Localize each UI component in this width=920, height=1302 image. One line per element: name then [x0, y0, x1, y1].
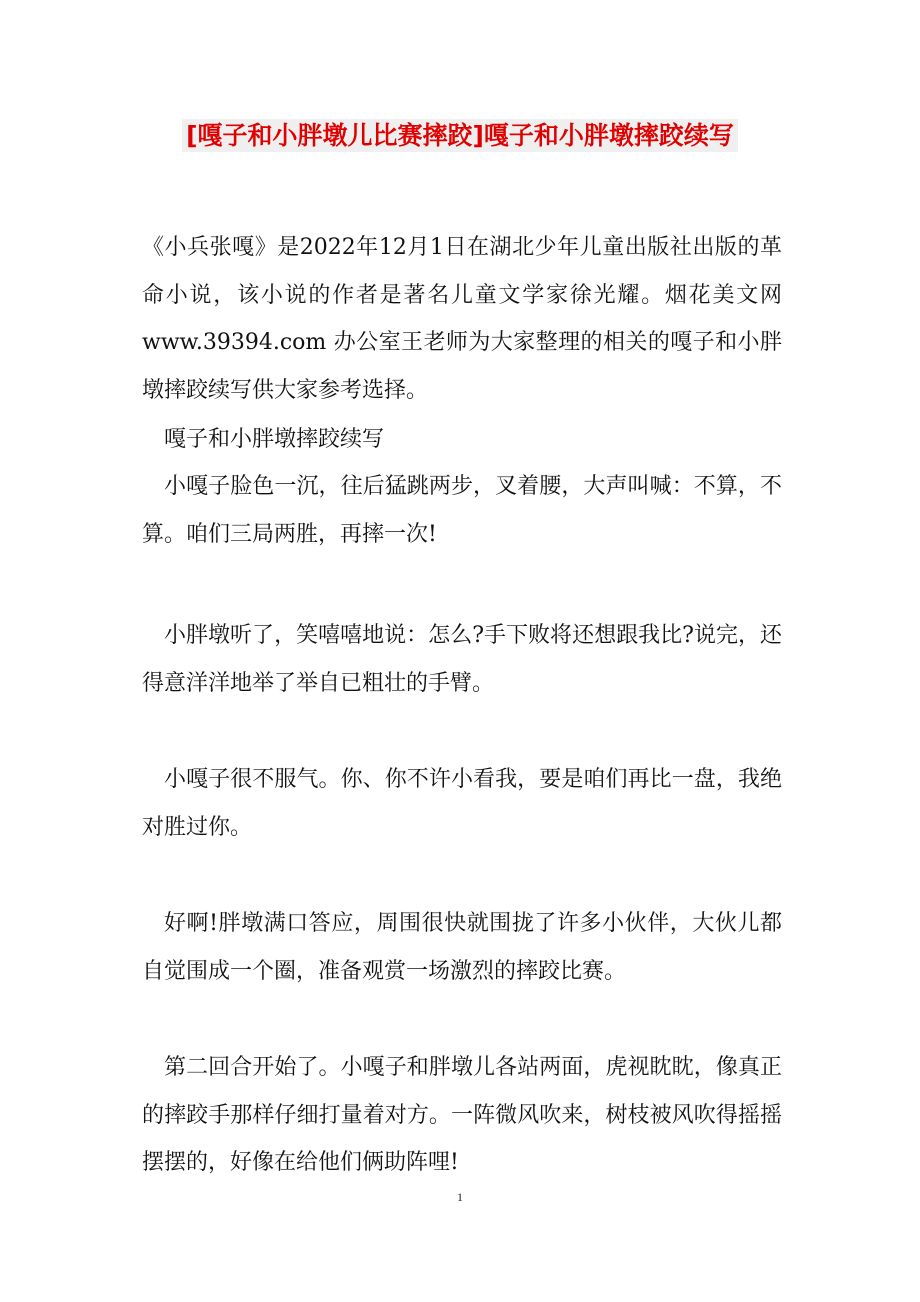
- story-paragraph-1: 小嘎子脸色一沉，往后猛跳两步，叉着腰，大声叫喊：不算，不算。咱们三局两胜，再摔一次!: [142, 474, 782, 547]
- story-paragraph-4: 好啊!胖墩满口答应，周围很快就围拢了许多小伙伴，大伙儿都自觉围成一个圈，准备观赏一场激烈的摔跤比赛。: [142, 911, 782, 984]
- story-paragraph-2: 小胖墩听了，笑嘻嘻地说：怎么?手下败将还想跟我比?说完，还得意洋洋地举了举自已粗壮的手臂。: [142, 623, 782, 696]
- document-title-text: [嘎子和小胖墩儿比赛摔跤]嘎子和小胖墩摔跤续写: [182, 119, 738, 152]
- story-paragraph-5: 第二回合开始了。小嘎子和胖墩儿各站两面，虎视眈眈，像真正的摔跤手那样仔细打量着对方。一阵微风吹来，树枝被风吹得摇摇摆摆的，好像在给他们俩助阵哩!: [142, 1055, 782, 1175]
- section-subtitle: 嘎子和小胖墩摔跤续写: [164, 427, 385, 452]
- intro-paragraph: 《小兵张嘎》是2022年12月1日在湖北少年儿童出版社出版的革命小说，该小说的作者是著名儿童文学家徐光耀。烟花美文网www.39394.com 办公室王老师为大家整理的相关的嘎子和小胖墩摔跤续写供大家参考选择。: [142, 235, 782, 403]
- page-number: 1: [457, 1190, 463, 1204]
- document-title: [150, 116, 770, 156]
- story-paragraph-3: 小嘎子很不服气。你、你不许小看我，要是咱们再比一盘，我绝对胜过你。: [142, 767, 782, 840]
